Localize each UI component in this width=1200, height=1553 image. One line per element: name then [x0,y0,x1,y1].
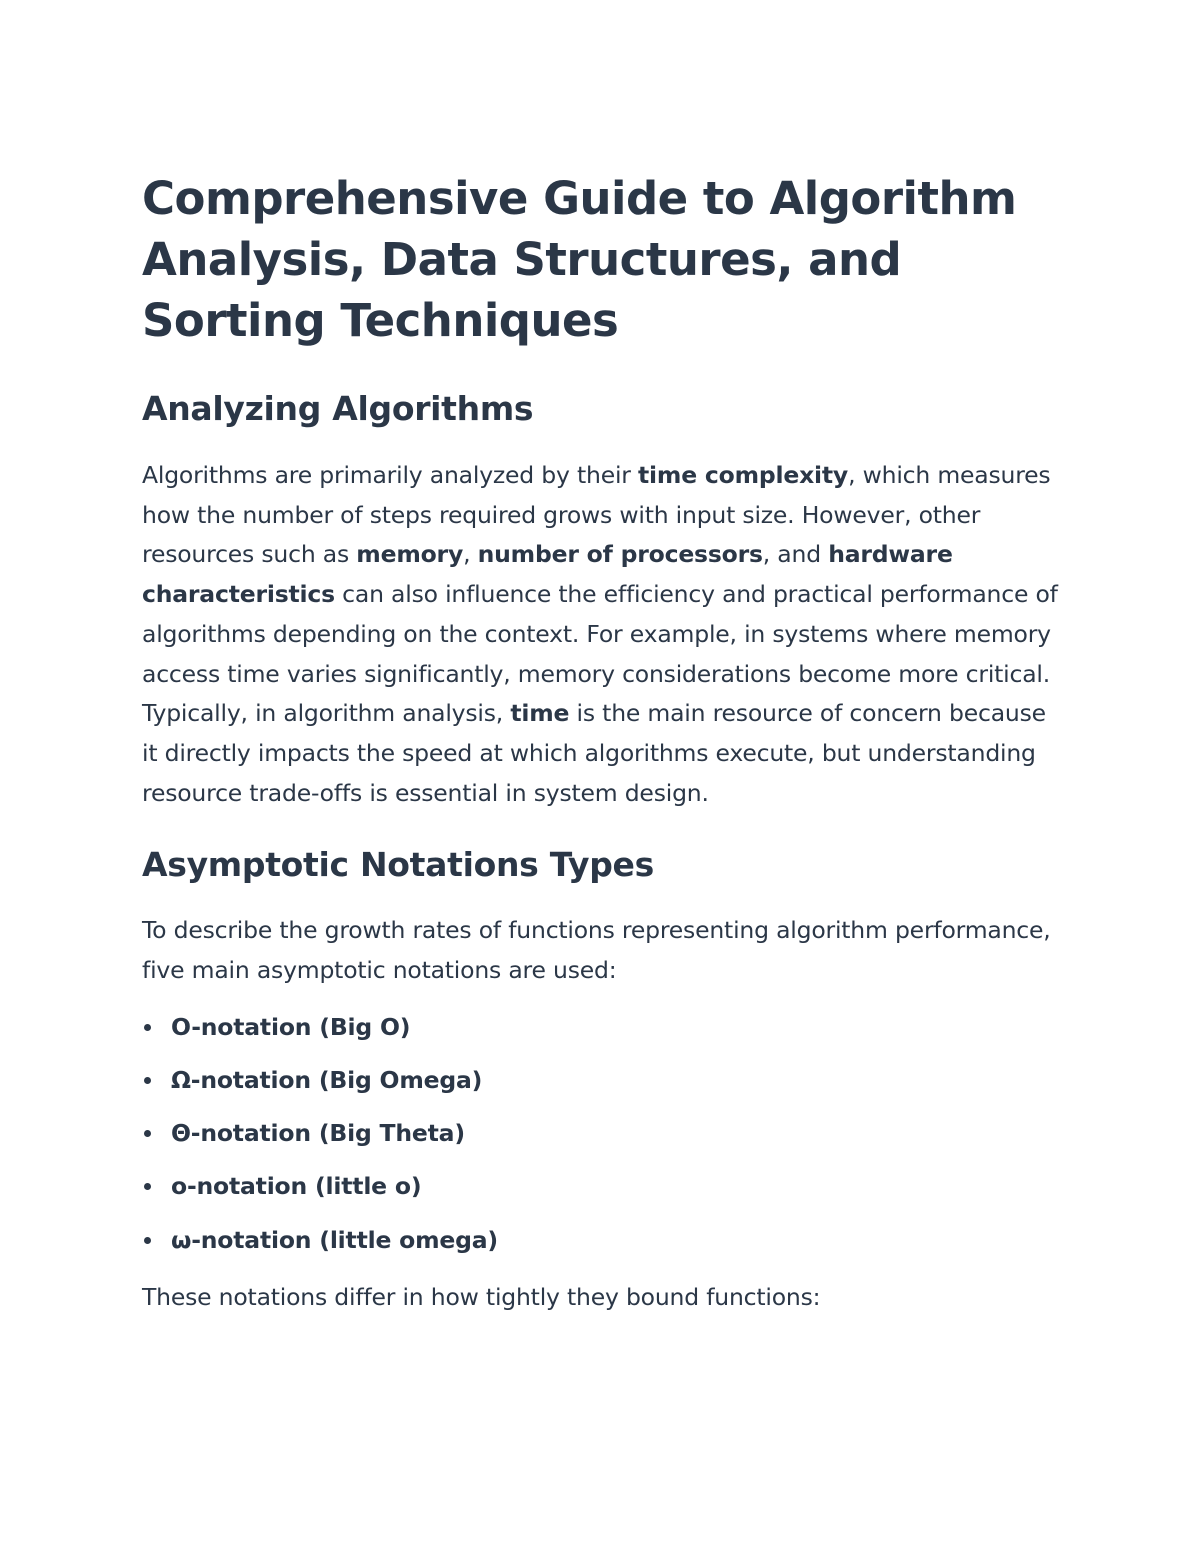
paragraph-text: Algorithms are primarily analyzed by their [142,461,639,489]
list-item [142,1001,1062,1054]
term-time-complexity: time complexity [638,461,849,489]
list-item-text: ω-notation (little omega) [171,1225,498,1254]
paragraph-text: , and [762,540,829,569]
list-item [142,1054,1062,1107]
paragraph-text: is the main resource of concern because it directly impacts the speed at which algorithms execute, but understanding resource trade-offs is essential in system design. [142,699,1046,807]
notation-list [142,1001,1062,1267]
list-item [142,1160,1062,1213]
section-heading-asymptotic-notations: Asymptotic Notations Types [142,845,654,885]
bullet-icon [144,1130,151,1137]
list-item-text: Θ-notation (Big Theta) [171,1119,465,1148]
paragraph-text: , which measures how the number of steps required grows with input size. However, other resources such as [142,461,1051,569]
section-heading-analyzing-algorithms: Analyzing Algorithms [142,389,534,428]
asymptotic-outro-paragraph: These notations differ in how tightly they bound functions: [142,1282,821,1311]
list-item-text: o-notation (little o) [171,1172,422,1201]
analyzing-algorithms-paragraph [142,456,1062,813]
term-time: time [510,699,570,728]
list-item [142,1214,1062,1267]
paragraph-text: can also influence the efficiency and practical performance of algorithms depending on the context. For example, in systems where memory access time varies significantly, memory considerations become more critical. Typically, in algorithm analysis, [142,580,1058,728]
document-page [142,168,1062,1317]
list-item-text: Ω-notation (Big Omega) [171,1065,483,1094]
bullet-icon [144,1024,151,1031]
document-title: Comprehensive Guide to Algorithm Analysis, Data Structures, and Sorting Techniques [142,172,1017,347]
paragraph-text: , [463,540,478,569]
asymptotic-intro-paragraph: To describe the growth rates of functions representing algorithm performance, five main asymptotic notations are used: [142,916,1051,985]
term-memory: memory [356,540,464,569]
list-item [142,1107,1062,1160]
bullet-icon [144,1237,151,1244]
list-item-text: O-notation (Big O) [171,1012,411,1041]
term-number-of-processors: number of processors [477,540,763,569]
bullet-icon [144,1077,151,1084]
bullet-icon [144,1183,151,1190]
term-hardware-characteristics: hardware characteristics [142,540,953,609]
